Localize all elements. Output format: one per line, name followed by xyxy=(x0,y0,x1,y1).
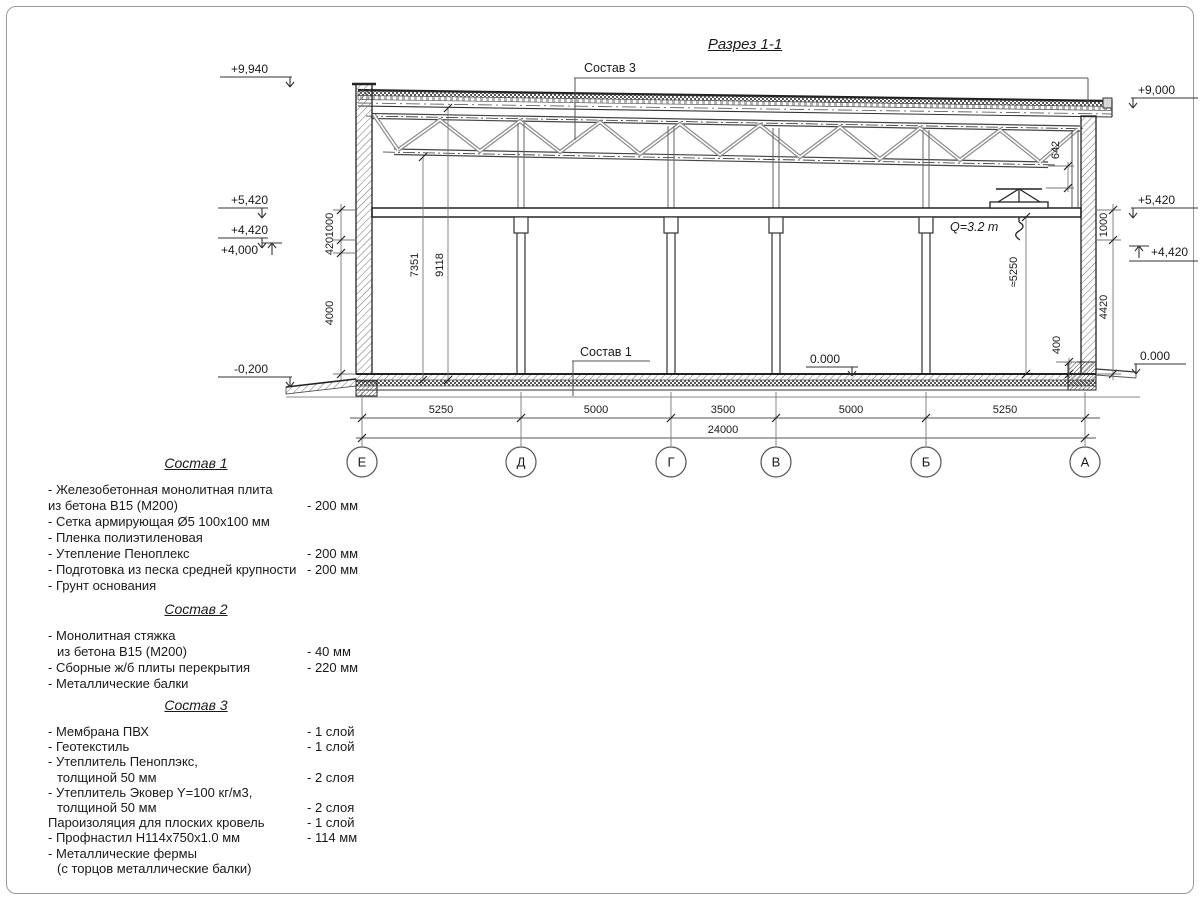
comp-item-name: - Мембрана ПВХ xyxy=(48,724,149,739)
vdim-642: 642 xyxy=(1050,140,1062,160)
comp-item-name: - Грунт основания xyxy=(48,578,157,593)
vdim-9118: 9118 xyxy=(434,253,446,277)
comp-item-name: - Металлические фермы xyxy=(48,845,197,861)
leader-label-sostav1: Состав 1 xyxy=(580,345,632,359)
columns xyxy=(514,217,933,374)
comp-item-name: (с торцов металлические балки) xyxy=(57,860,252,876)
composition-2-heading: Состав 2 xyxy=(164,601,228,617)
composition-list-1 xyxy=(48,455,388,594)
composition-list-2 xyxy=(48,601,388,692)
vdim-1000-left: 1000 xyxy=(324,212,336,238)
elevation-left-4000: +4,000 xyxy=(220,243,258,257)
hdim-span-4: 5000 xyxy=(838,404,864,416)
vdim-1000-right: 1000 xyxy=(1098,212,1110,238)
axis-label-v: В xyxy=(771,454,781,470)
elevation-left-5420: +5,420 xyxy=(230,193,268,207)
comp-item-name: - Утепление Пеноплекс xyxy=(48,546,190,561)
elevation-right-9000: +9,000 xyxy=(1138,83,1176,97)
comp-item xyxy=(48,578,388,594)
comp-item-name: толщиной 50 мм xyxy=(57,769,157,785)
comp-item xyxy=(48,830,388,845)
comp-item xyxy=(48,514,388,530)
comp-item-name: - Металлические балки xyxy=(48,676,189,691)
comp-item xyxy=(48,754,388,769)
axis-label-e: Е xyxy=(357,454,367,470)
leaders xyxy=(572,78,1088,396)
comp-item-name: - Монолитная стяжка xyxy=(48,628,176,643)
floor-slab xyxy=(286,374,1140,397)
comp-item xyxy=(48,628,388,644)
comp-item xyxy=(48,644,388,660)
axis-label-d: Д xyxy=(516,454,526,470)
comp-item xyxy=(48,770,388,785)
comp-item xyxy=(48,846,388,861)
vdim-4000: 4000 xyxy=(324,300,336,326)
comp-item xyxy=(48,546,388,562)
comp-item-value: - 1 слой xyxy=(307,739,355,755)
comp-item-value: - 40 мм xyxy=(307,644,351,659)
composition-3-heading: Состав 3 xyxy=(164,697,228,713)
hdim-span-1: 5250 xyxy=(428,404,454,416)
crane-runway-beam xyxy=(372,208,1081,217)
comp-item-value: - 200 мм xyxy=(307,546,359,561)
comp-item-name: - Геотекстиль xyxy=(48,739,130,755)
elevation-right-5420: +5,420 xyxy=(1138,193,1176,207)
vdim-7351: 7351 xyxy=(409,252,421,278)
comp-item-name: - Сборные ж/б плиты перекрытия xyxy=(48,660,251,675)
elevation-floor-0000: 0.000 xyxy=(810,352,841,366)
hdim-span-2: 5000 xyxy=(583,404,609,416)
comp-item xyxy=(48,660,388,676)
vdim-420: 420 xyxy=(324,236,336,256)
comp-item-name: из бетона В15 (М200) xyxy=(57,644,187,659)
composition-1-heading: Состав 1 xyxy=(164,455,228,471)
roof-assembly xyxy=(358,90,1112,117)
comp-item-name: толщиной 50 мм xyxy=(57,800,157,816)
hdim-total: 24000 xyxy=(707,424,739,436)
axis-label-b: Б xyxy=(921,454,931,470)
axis-bubbles xyxy=(347,447,1100,477)
leader-label-sostav3: Состав 3 xyxy=(584,61,636,75)
crane-capacity-label: Q=3.2 т xyxy=(950,220,999,234)
comp-item xyxy=(48,562,388,578)
comp-item-name: Пароизоляция для плоских кровель xyxy=(48,815,265,831)
comp-item xyxy=(48,815,388,830)
comp-item-value: - 200 мм xyxy=(307,562,359,577)
comp-item-value: - 2 слоя xyxy=(307,769,355,785)
comp-item-value: - 220 мм xyxy=(307,660,359,675)
comp-item xyxy=(48,739,388,754)
vdim-4420: 4420 xyxy=(1098,294,1110,320)
comp-item-value: - 1 слой xyxy=(307,815,355,831)
comp-item-value: - 1 слой xyxy=(307,724,355,739)
dimension-ticks xyxy=(337,104,1117,442)
comp-item-name: - Железобетонная монолитная плита xyxy=(48,482,273,497)
axis-label-g: Г xyxy=(667,454,675,470)
vdim-5250-approx: ≈5250 xyxy=(1008,256,1020,288)
drawing-title: Разрез 1-1 xyxy=(707,36,783,53)
vdim-400: 400 xyxy=(1051,335,1063,355)
comp-item xyxy=(48,724,388,739)
comp-item-name: - Подготовка из песка средней крупности xyxy=(48,562,297,577)
comp-item xyxy=(48,482,388,498)
comp-item-name: - Пленка полиэтиленовая xyxy=(48,530,203,545)
roof-truss xyxy=(366,114,1086,208)
comp-item-value: - 2 слоя xyxy=(307,800,355,816)
hdim-span-5: 5250 xyxy=(992,404,1018,416)
hdim-span-3: 3500 xyxy=(710,404,736,416)
axis-label-a: А xyxy=(1080,454,1090,470)
comp-item xyxy=(48,800,388,815)
comp-item xyxy=(48,676,388,692)
elevation-left-9940: +9,940 xyxy=(230,62,268,76)
elevation-left-m0200: -0,200 xyxy=(233,362,268,376)
elevation-right-4420: +4,420 xyxy=(1151,245,1189,259)
composition-list-3 xyxy=(48,697,388,876)
comp-item-name: - Утеплитель Пеноплэкс, xyxy=(48,754,198,770)
elevation-right-0000: 0.000 xyxy=(1140,349,1171,363)
comp-item xyxy=(48,861,388,876)
comp-item-name: - Профнастил Н114х750х1.0 мм xyxy=(48,830,241,846)
elevation-left-4420: +4,420 xyxy=(230,223,268,237)
comp-item-value: - 114 мм xyxy=(307,830,358,846)
comp-item-name: - Сетка армирующая Ø5 100х100 мм xyxy=(48,514,270,529)
comp-item xyxy=(48,785,388,800)
comp-item-value: - 200 мм xyxy=(307,498,359,513)
comp-item xyxy=(48,530,388,546)
comp-item xyxy=(48,498,388,514)
comp-item-name: - Утеплитель Эковер Y=100 кг/м3, xyxy=(48,784,253,800)
comp-item-name: из бетона В15 (М200) xyxy=(48,498,178,513)
